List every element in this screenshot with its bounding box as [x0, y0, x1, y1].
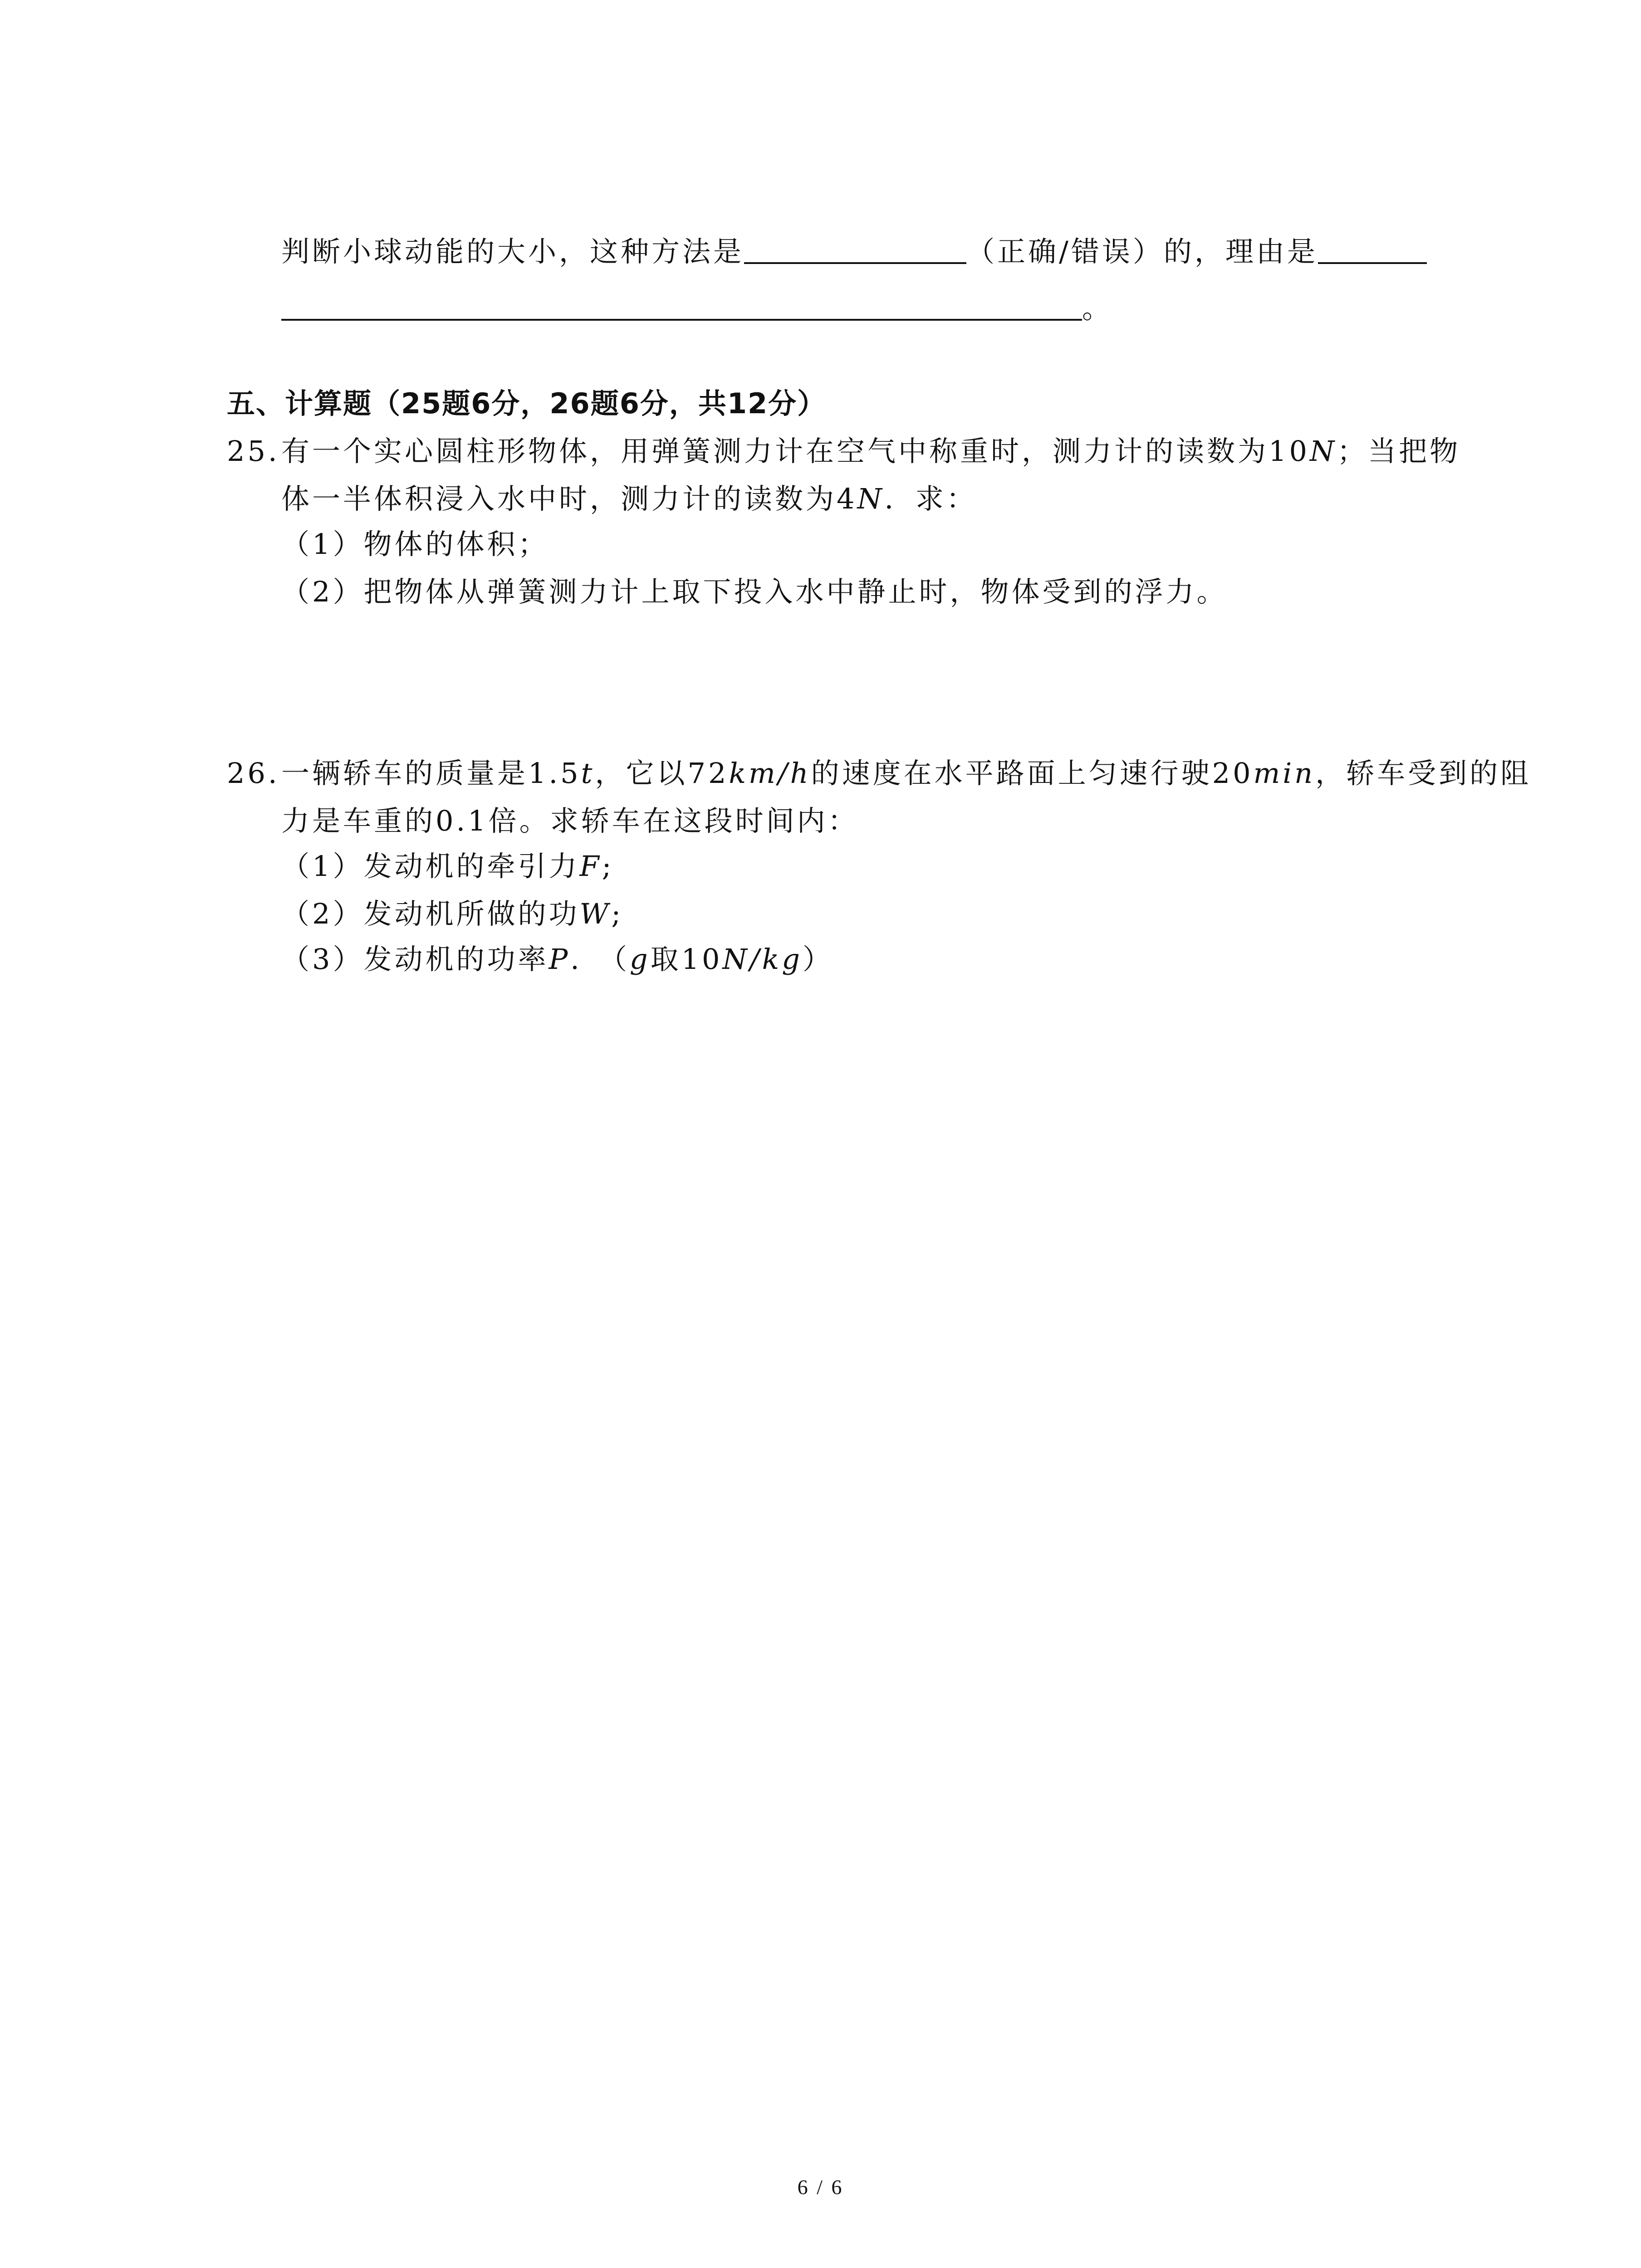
q26-sub-2-end: ; — [611, 897, 624, 930]
page-number: 6 / 6 — [797, 2175, 844, 2199]
q25-number: 25. — [227, 435, 280, 468]
q26-symbol-p: P — [549, 943, 571, 976]
q26-sub-3 — [281, 941, 833, 978]
q26-unit-kmh: km/h — [729, 757, 811, 790]
q26-sub-3-mid: . （ — [570, 943, 630, 976]
q26-sub-1-end: ; — [602, 850, 614, 883]
q25-line-2 — [281, 481, 977, 517]
q25-sub-2: （2）把物体从弹簧测力计上取下投入水中静止时，物体受到的浮力。 — [281, 575, 1228, 608]
q25-unit-n-2: N — [857, 482, 885, 515]
q26-unit-nkg: N/kg — [722, 943, 803, 976]
q26-symbol-g: g — [629, 943, 651, 976]
q26-symbol-w: W — [579, 897, 612, 930]
q26-unit-min: min — [1253, 757, 1316, 790]
q26-text-1c: ，它以72 — [595, 757, 729, 790]
q26-symbol-f: F — [579, 850, 602, 883]
q26-sub-1-text: （1）发动机的牵引力 — [281, 850, 580, 883]
section-title: 五、计算题（25题6分，26题6分，共12分） — [227, 387, 827, 420]
q26-text-1g: ，轿车受到的阻 — [1315, 757, 1532, 790]
continuation-line-1 — [281, 234, 1427, 270]
q26-sub-1 — [281, 848, 614, 885]
continuation-line-2 — [281, 290, 1113, 327]
q26-text-1e: 的速度在水平路面上匀速行驶20 — [811, 757, 1254, 790]
q25-text-2c: ．求： — [884, 482, 977, 515]
continuation-text-1: 判断小球动能的大小，这种方法是 — [281, 235, 745, 268]
q25-text-2a: 体一半体积浸入水中时，测力计的读数为4 — [281, 482, 857, 515]
q25-unit-n-1: N — [1309, 435, 1337, 468]
q26-sub-3-text: （3）发动机的功率 — [281, 943, 549, 976]
q26-sub-3-end: ） — [802, 943, 833, 976]
q26-sub-3-value: 取10 — [650, 943, 723, 976]
answer-blank-reason-1[interactable] — [1318, 234, 1427, 264]
q25-line-1 — [227, 433, 1460, 469]
q26-sub-2 — [281, 896, 623, 932]
q26-number: 26. — [227, 757, 280, 790]
q26-sub-2-text: （2）发动机所做的功 — [281, 897, 580, 930]
answer-blank-reason-2[interactable] — [281, 291, 1082, 321]
q26-unit-t: t — [581, 757, 595, 790]
q25-text-1c: ；当把物 — [1337, 435, 1461, 468]
q26-line-1 — [227, 755, 1531, 792]
q26-line-2: 力是车重的0.1倍。求轿车在这段时间内： — [281, 804, 859, 837]
q25-text-1a: 有一个实心圆柱形物体，用弹簧测力计在空气中称重时，测力计的读数为10 — [281, 435, 1310, 468]
q26-text-1a: 一辆轿车的质量是1.5 — [281, 757, 581, 790]
answer-blank-correct-wrong[interactable] — [744, 234, 966, 264]
q25-sub-1: （1）物体的体积； — [281, 528, 549, 561]
continuation-text-2: （正确/错误）的，理由是 — [966, 235, 1318, 268]
continuation-end: 。 — [1082, 292, 1113, 325]
